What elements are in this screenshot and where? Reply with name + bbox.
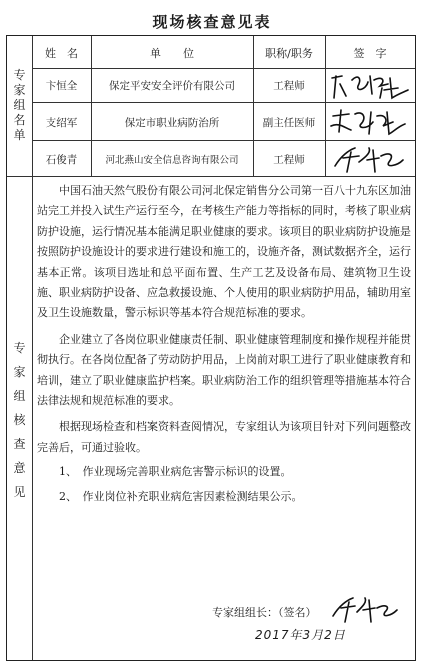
header-unit: 单 位: [150, 47, 194, 60]
opinion-paragraph: 中国石油天然气股份有限公司河北保定销售分公司第一百八十九东区加油站完工并投入试生产运行至今，在考核生产能力等指标的同时，考核了职业病防护设施，运行情况基本能满足职业健康的要求。该项目的职业病防护设施是按照防护设施设计的要求进行建设和施工的，设施齐备，测试数据齐全，运行基本正常。该项目选址和总平面布置、生产工艺及设备布局、建筑物卫生设施、职业病防护设备、应急救援设施、个人使用的职业病防护用品，辅助用室及卫生设施数量，警示标识等基本符合规范标准的要求。: [37, 184, 411, 320]
header-signature: 签 字: [353, 47, 387, 60]
form-title: 现场核查意见表: [152, 13, 272, 31]
opinion-paragraph: 根据现场检查和档案资料查阅情况，专家组认为该项目针对下列问题整改完善后，可通过验收。: [37, 420, 411, 454]
opinion-item: 2、 作业岗位补充职业病危害因素检测结果公示。: [59, 489, 303, 503]
section-divider: [7, 176, 415, 177]
opinion-item: 1、 作业现场完善职业病危害警示标识的设置。: [59, 465, 292, 479]
side-label-expert-opinion: 专 家 组 核 查 意 见: [13, 341, 26, 499]
expert-opinion-text: [37, 181, 411, 507]
handwritten-signature: [328, 70, 412, 102]
handwritten-signature: [329, 142, 409, 174]
header-title: 职称/职务: [265, 47, 313, 60]
member-name: 支绍军: [45, 117, 78, 129]
row-divider: [32, 102, 415, 103]
row-divider: [32, 140, 415, 141]
header-name: 姓 名: [45, 47, 78, 60]
group-leader-label: 专家组组长：（签名）: [212, 606, 317, 619]
member-name: 卞恒全: [45, 80, 78, 92]
group-leader-signature: [329, 594, 399, 624]
member-name: 石俊青: [45, 154, 78, 166]
side-label-expert-members: 专 家 组 名 单: [13, 68, 26, 142]
signing-date: 2017年3月2日: [255, 628, 346, 642]
member-unit: 保定平安安全评价有限公司: [109, 80, 235, 92]
handwritten-signature: [327, 106, 411, 138]
member-title: 工程师: [273, 154, 305, 166]
review-form-table: [6, 35, 416, 661]
opinion-paragraph: 企业建立了各岗位职业健康责任制、职业健康管理制度和操作规程并能贯彻执行。在各岗位配备了劳动防护用品，上岗前对职工进行了职业健康教育和培训，建立了职业健康监护档案。职业病防治工作的组织管理等措施基本符合法律法规和规范标准的要求。: [37, 332, 411, 408]
header-row-divider: [32, 68, 415, 69]
member-unit: 保定市职业病防治所: [124, 117, 220, 129]
member-title: 工程师: [273, 80, 305, 92]
member-unit: 河北燕山安全信息咨询有限公司: [105, 155, 239, 166]
member-title: 副主任医师: [262, 117, 316, 129]
